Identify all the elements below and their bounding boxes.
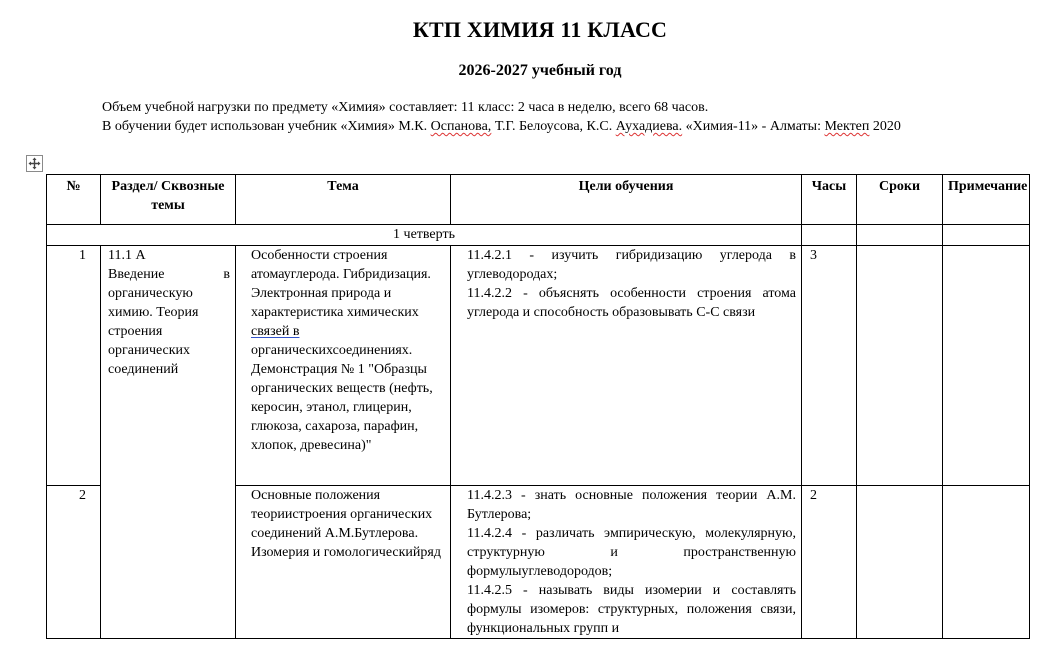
hours-cell[interactable]: 3 [802, 246, 857, 486]
table-header-row [47, 175, 1030, 225]
topic-text: органическихсоединениях. Демонстрация № 1 "Образцы органических веществ (нефть, керосин, этанол, глицерин, глюкоза, сахароза, парафин, хлопок, древесина)" [251, 343, 433, 453]
move-arrows-icon [28, 157, 41, 170]
intro-line-textbook [102, 119, 901, 135]
goal-item: 11.4.2.1 - изучить гибридизацию углерода в углеводородах; [467, 248, 796, 282]
goals-cell[interactable] [451, 486, 802, 639]
spellcheck-word[interactable]: Оспанова, [430, 119, 492, 134]
section-word: Введение [108, 267, 165, 282]
goal-item: 11.4.2.2 - объяснять особенности строения атома углерода и способность образовывать С-С связи [467, 286, 796, 320]
quarter-dates-cell[interactable] [857, 225, 943, 246]
header-dates[interactable]: Сроки [857, 175, 943, 225]
document-title: КТП ХИМИЯ 11 КЛАСС [412, 17, 668, 42]
section-code: 11.1 А [108, 248, 146, 263]
header-num[interactable]: № [47, 175, 101, 225]
spellcheck-word[interactable]: Аухадиева. [615, 119, 683, 134]
hours-cell[interactable]: 2 [802, 486, 857, 639]
header-hours[interactable]: Часы [802, 175, 857, 225]
row-num[interactable]: 1 [47, 246, 101, 486]
topic-cell[interactable] [236, 246, 451, 486]
document-subtitle: 2026-2027 учебный год [458, 62, 622, 79]
dates-cell[interactable] [857, 246, 943, 486]
notes-cell[interactable] [943, 246, 1030, 486]
section-line [108, 265, 230, 284]
header-section[interactable]: Раздел/ Сквозные темы [101, 175, 236, 225]
quarter-label[interactable]: 1 четверть [47, 225, 802, 246]
notes-cell[interactable] [943, 486, 1030, 639]
topic-cell[interactable]: Основные положения теориистроения органических соединений А.М.Бутлерова. Изомерия и гомологическийряд [236, 486, 451, 639]
row-num[interactable]: 2 [47, 486, 101, 639]
goal-item: 11.4.2.4 - различать эмпирическую, молекулярную, структурную и пространственную формулыуглеводородов; [467, 526, 796, 579]
header-topic[interactable]: Тема [236, 175, 451, 225]
spellcheck-word[interactable]: Мектеп [824, 119, 870, 134]
topic-link[interactable]: связей в [251, 324, 300, 339]
goal-item: 11.4.2.5 - называть виды изомерии и составлять формулы изомеров: структурных, положения связи, функциональных групп и [467, 583, 796, 636]
quarter-row [47, 225, 1030, 246]
header-goals[interactable]: Цели обучения [451, 175, 802, 225]
section-cell[interactable] [101, 246, 236, 639]
quarter-notes-cell[interactable] [943, 225, 1030, 246]
intro-text: Т.Г. Белоусова, К.С. [491, 119, 616, 134]
dates-cell[interactable] [857, 486, 943, 639]
intro-text: 2020 [869, 119, 901, 134]
section-word: в [223, 267, 230, 282]
intro-line-hours: Объем учебной нагрузки по предмету «Химия» составляет: 11 класс: 2 часа в неделю, всего 68 часов. [102, 100, 709, 115]
table-move-handle[interactable] [26, 155, 43, 172]
table-row [47, 246, 1030, 486]
intro-text: «Химия-11» - Алматы: [682, 119, 825, 134]
topic-text: Особенности строения атомауглерода. Гибридизация. Электронная природа и характеристика химических [251, 248, 431, 320]
intro-text: В обучении будет использован учебник «Химия» М.К. [102, 119, 431, 134]
goals-cell[interactable] [451, 246, 802, 486]
ktp-table [46, 174, 1030, 639]
header-notes[interactable]: Примечание [943, 175, 1030, 225]
section-title: органическую химию. Теория строения органических соединений [108, 286, 199, 377]
quarter-hours-cell[interactable] [802, 225, 857, 246]
goal-item: 11.4.2.3 - знать основные положения теории А.М. Бутлерова; [467, 488, 796, 522]
